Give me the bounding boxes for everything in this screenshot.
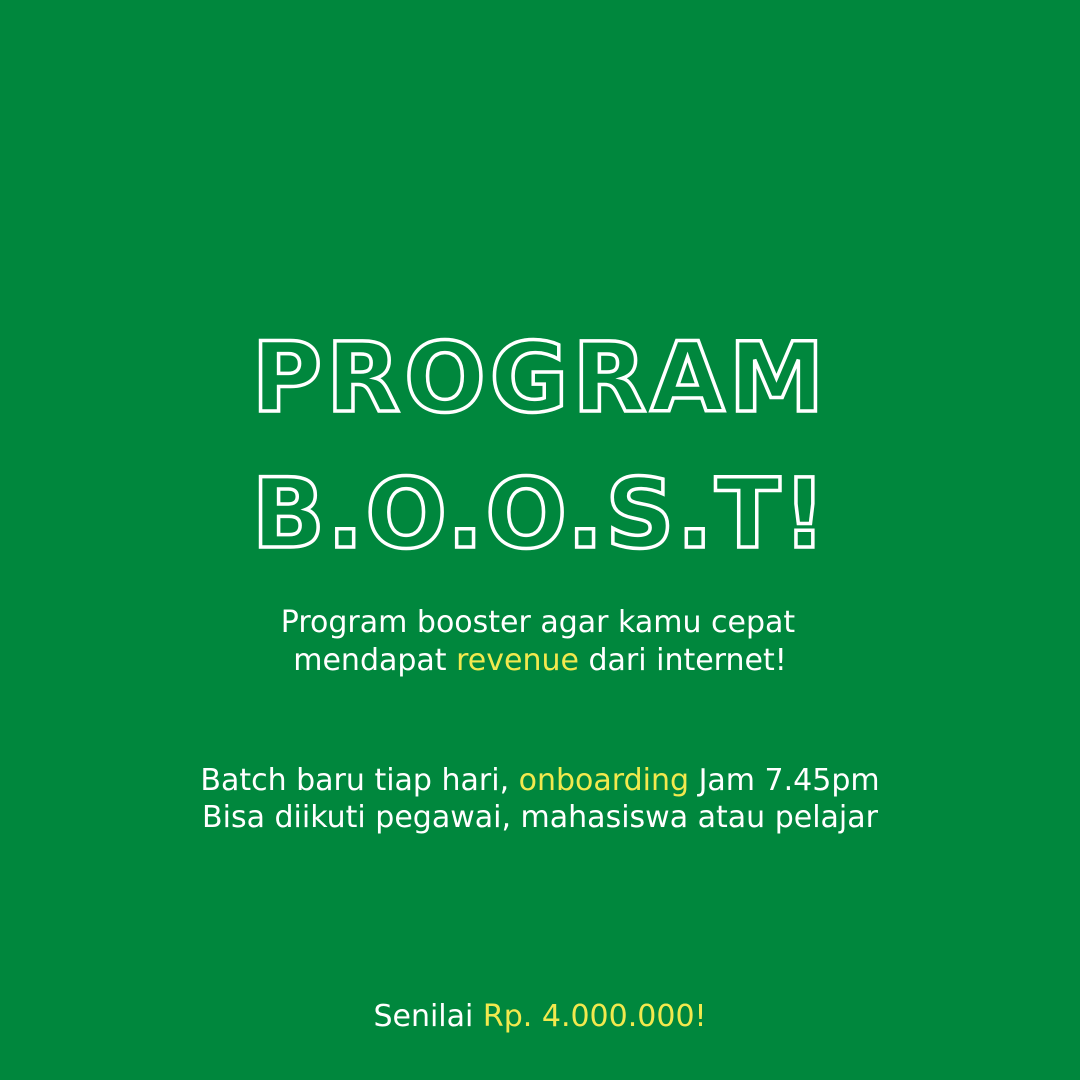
headline-program: PROGRAM (251, 322, 829, 434)
tagline-line-2 (0, 642, 1080, 680)
schedule-time: Jam 7.45pm (689, 763, 880, 798)
tagline-text: mendapat (293, 643, 457, 678)
schedule-text: Batch baru tiap hari, (200, 763, 519, 798)
headline-boost: B.O.O.S.T! (251, 458, 829, 570)
schedule-line (0, 762, 1080, 800)
audience-line: Bisa diikuti pegawai, mahasiswa atau pelajar (202, 800, 878, 835)
price-value: Rp. 4.000.000! (482, 999, 707, 1034)
tagline-text-end: dari internet! (578, 643, 787, 678)
revenue-highlight: revenue (456, 643, 579, 678)
tagline-line-1: Program booster agar kamu cepat (280, 605, 796, 640)
price-line (0, 998, 1080, 1036)
price-label: Senilai (373, 999, 483, 1034)
onboarding-highlight: onboarding (518, 763, 690, 798)
